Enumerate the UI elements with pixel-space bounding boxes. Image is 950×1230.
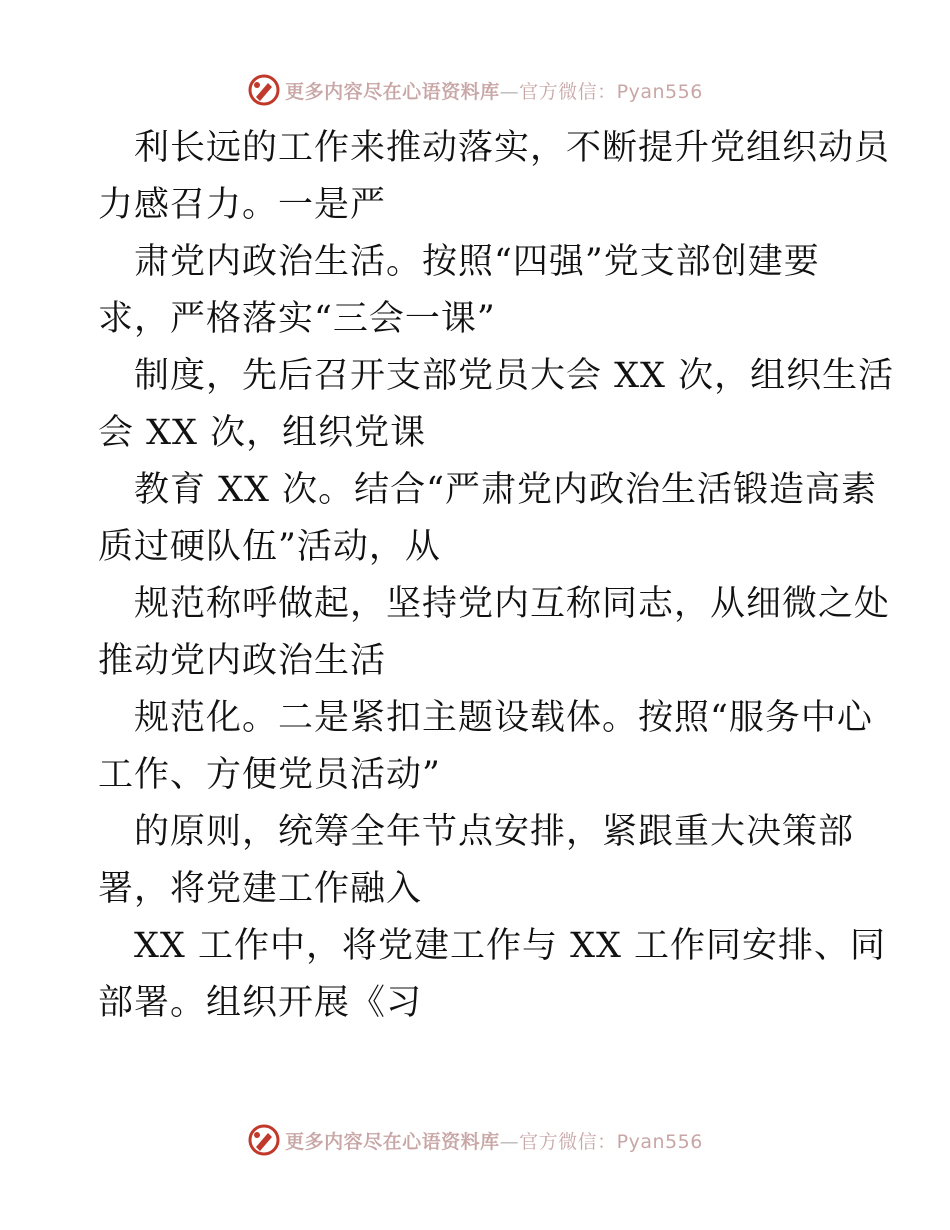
text-line: 利长远的工作来推动落实，不断提升党组织动员 (134, 128, 891, 168)
header-brand: 更多内容尽在心语资料库 (285, 80, 500, 103)
footer-contact: 官方微信：Pyan556 (519, 1130, 703, 1153)
document-body (98, 120, 895, 1032)
text-line: 力感召力。一是严 (98, 185, 387, 225)
text-line: 规范称呼做起，坚持党内互称同志，从细微之处 (134, 584, 891, 624)
footer-dash: — (499, 1130, 520, 1153)
text-line: 的原则，统筹全年节点安排，紧跟重大决策部 (134, 812, 855, 852)
text-line: 会 XX 次，组织党课 (98, 413, 427, 453)
header-banner (285, 77, 703, 104)
footer-brand: 更多内容尽在心语资料库 (285, 1130, 500, 1153)
logo-icon (247, 73, 281, 107)
page-header (0, 70, 950, 110)
logo-icon (247, 1123, 281, 1157)
text-line: 教育 XX 次。结合“严肃党内政治生活锻造高素 (134, 470, 877, 510)
footer-banner (285, 1127, 703, 1154)
text-line: 质过硬队伍”活动，从 (98, 527, 441, 567)
text-line: 工作、方便党员活动” (98, 755, 441, 795)
text-line: 肃党内政治生活。按照“四强”党支部创建要 (134, 242, 820, 282)
header-dash: — (499, 80, 520, 103)
text-line: 署，将党建工作融入 (98, 869, 423, 909)
text-line: 推动党内政治生活 (98, 641, 387, 681)
text-line: 求，严格落实“三会一课” (98, 299, 496, 339)
text-line: 制度，先后召开支部党员大会 XX 次，组织生活 (134, 356, 895, 396)
page-footer (0, 1120, 950, 1160)
text-line: 部署。组织开展《习 (98, 983, 423, 1023)
text-line: 规范化。二是紧扣主题设载体。按照“服务中心 (134, 698, 873, 738)
header-contact: 官方微信：Pyan556 (519, 80, 703, 103)
text-line: XX 工作中，将党建工作与 XX 工作同安排、同 (134, 926, 887, 966)
